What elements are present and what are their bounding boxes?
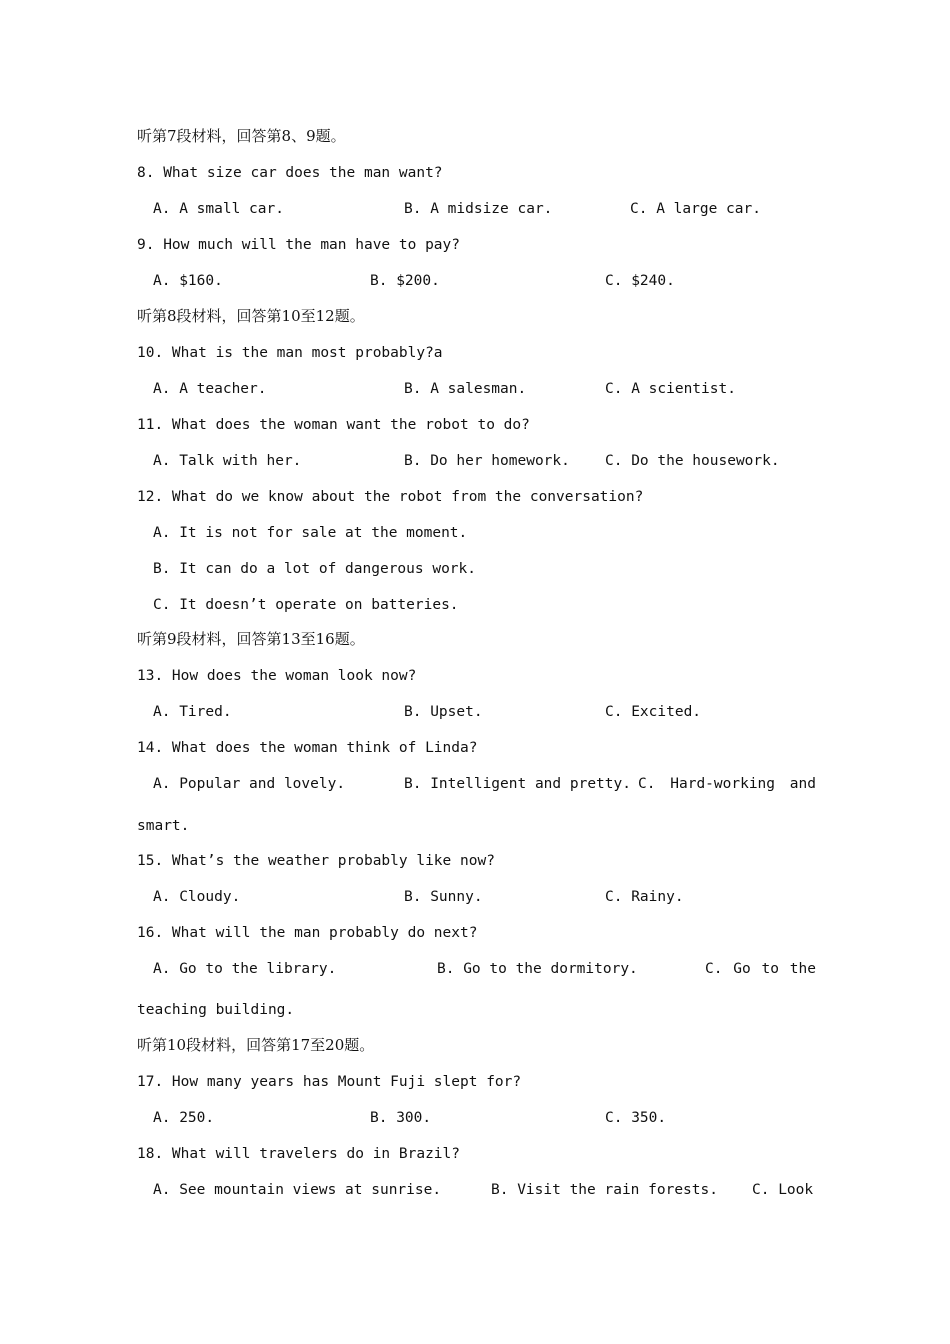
section-heading-10: 听第10段材料，回答第17至20题。	[137, 1036, 375, 1054]
q9-option-c: C. $240.	[605, 273, 675, 289]
q16-option-c-continued: teaching building.	[137, 1002, 295, 1018]
question-16: 16. What will the man probably do next?	[137, 925, 478, 941]
q14-option-c-word2: and	[789, 776, 816, 792]
q8-option-a: A. A small car.	[153, 201, 284, 217]
question-18: 18. What will travelers do in Brazil?	[137, 1146, 461, 1162]
q9-option-a: A. $160.	[153, 273, 223, 289]
question-10: 10. What is the man most probably?a	[137, 345, 443, 361]
q13-option-b: B. Upset.	[404, 704, 483, 720]
question-9: 9. How much will the man have to pay?	[137, 237, 461, 253]
q13-option-a: A. Tired.	[153, 704, 232, 720]
q16-option-c-word1: Go	[733, 961, 751, 977]
q16-option-c-word2: to	[761, 961, 779, 977]
q18-option-b: B. Visit the rain forests.	[491, 1182, 718, 1198]
q8-option-b: B. A midsize car.	[404, 201, 553, 217]
q11-option-a: A. Talk with her.	[153, 453, 302, 469]
q17-option-a: A. 250.	[153, 1110, 215, 1126]
q16-option-b: B. Go to the dormitory.	[437, 961, 638, 977]
question-13: 13. How does the woman look now?	[137, 668, 417, 684]
q12-option-b: B. It can do a lot of dangerous work.	[153, 561, 477, 577]
q16-option-c-label: C.	[705, 961, 723, 977]
q13-option-c: C. Excited.	[605, 704, 702, 720]
q15-option-b: B. Sunny.	[404, 889, 483, 905]
section-heading-8: 听第8段材料，回答第10至12题。	[137, 307, 365, 325]
question-8: 8. What size car does the man want?	[137, 165, 443, 181]
q11-option-b: B. Do her homework.	[404, 453, 570, 469]
question-12: 12. What do we know about the robot from the conversation?	[137, 489, 644, 505]
q12-option-c: C. It doesn’t operate on batteries.	[153, 597, 459, 613]
q14-option-c	[638, 775, 816, 793]
question-15: 15. What’s the weather probably like now?	[137, 853, 495, 869]
q16-option-c	[705, 960, 816, 978]
q14-option-b: B. Intelligent and pretty.	[404, 776, 631, 792]
q14-option-c-label: C.	[638, 776, 656, 792]
q18-option-c: C. Look	[752, 1182, 814, 1198]
q10-option-a: A. A teacher.	[153, 381, 267, 397]
q12-option-a: A. It is not for sale at the moment.	[153, 525, 468, 541]
q16-option-a: A. Go to the library.	[153, 961, 337, 977]
q8-option-c: C. A large car.	[630, 201, 761, 217]
q9-option-b: B. $200.	[370, 273, 440, 289]
section-heading-9: 听第9段材料，回答第13至16题。	[137, 630, 365, 648]
q10-option-c: C. A scientist.	[605, 381, 736, 397]
q18-option-a: A. See mountain views at sunrise.	[153, 1182, 442, 1198]
q14-option-c-continued: smart.	[137, 818, 190, 834]
question-14: 14. What does the woman think of Linda?	[137, 740, 478, 756]
q16-option-c-word3: the	[789, 961, 816, 977]
q11-option-c: C. Do the housework.	[605, 453, 780, 469]
q17-option-b: B. 300.	[370, 1110, 432, 1126]
question-11: 11. What does the woman want the robot to do?	[137, 417, 530, 433]
q14-option-a: A. Popular and lovely.	[153, 776, 346, 792]
q14-option-c-word1: Hard-working	[670, 776, 776, 792]
q10-option-b: B. A salesman.	[404, 381, 527, 397]
q17-option-c: C. 350.	[605, 1110, 667, 1126]
question-17: 17. How many years has Mount Fuji slept for?	[137, 1074, 522, 1090]
q15-option-a: A. Cloudy.	[153, 889, 241, 905]
q15-option-c: C. Rainy.	[605, 889, 684, 905]
section-heading-7: 听第7段材料，回答第8、9题。	[137, 127, 346, 145]
